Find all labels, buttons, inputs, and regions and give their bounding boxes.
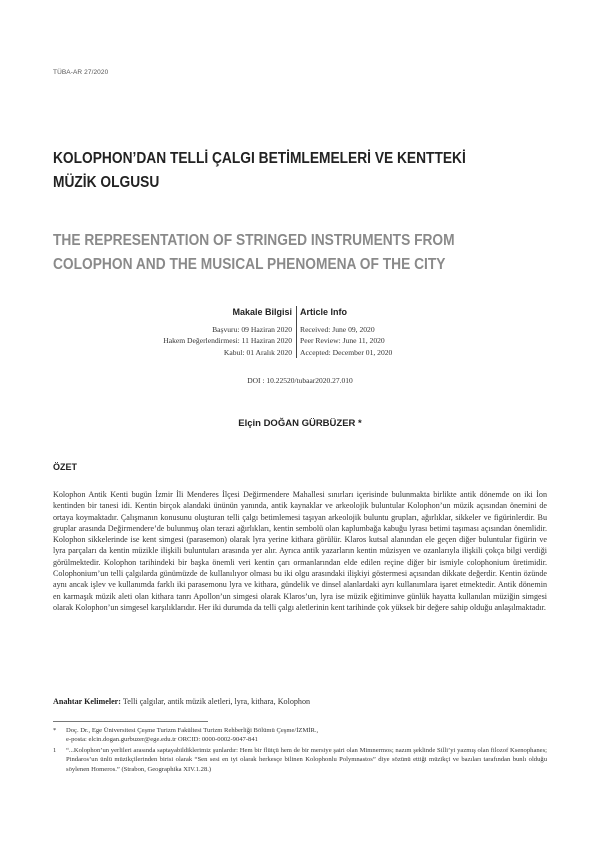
footnote-rule — [53, 721, 208, 722]
footnote-author — [53, 726, 547, 745]
article-info-block — [300, 306, 392, 358]
abstract — [53, 489, 547, 613]
article-info-accepted: Accepted: December 01, 2020 — [300, 347, 393, 357]
title-turkish — [53, 147, 535, 195]
footnote-author-contact: e-posta: elcin.dogan.gurbuzer@ege.edu.tr ORCID: 0000-0002-9047-841 — [66, 736, 258, 744]
makale-bilgisi-block — [163, 306, 292, 358]
keywords — [53, 697, 547, 706]
title-english-line-2: COLOPHON AND THE MUSICAL PHENOMENA OF THE CITY — [53, 256, 446, 273]
article-info-received: Received: June 09, 2020 — [300, 325, 375, 334]
title-english-line-1: THE REPRESENTATION OF STRINGED INSTRUMENTS FROM — [53, 232, 455, 249]
journal-tag: TÜBA-AR 27/2020 — [53, 69, 109, 76]
keywords-text: Telli çalgılar, antik müzik aletleri, lyra, kithara, Kolophon — [120, 697, 311, 706]
makale-bilgisi-review: Hakem Değerlendirmesi: 11 Haziran 2020 — [163, 336, 292, 346]
article-info-heading: Article Info — [300, 307, 348, 317]
keywords-label: Anahtar Kelimeler: — [53, 697, 121, 706]
title-turkish-line-1: KOLOPHON’DAN TELLİ ÇALGI BETİMLEMELERİ VE KENTTEKİ — [53, 150, 466, 167]
makale-bilgisi-heading: Makale Bilgisi — [232, 307, 292, 317]
info-divider — [296, 306, 297, 358]
footnote-author-affiliation: Doç. Dr., Ege Üniversitesi Çeşme Turizm Fakültesi Turizm Rehberliği Bölümü Çeşme/İZMİR., — [66, 727, 319, 734]
title-english — [53, 229, 535, 277]
abstract-text: Kolophon Antik Kenti bugün İzmir İli Menderes İlçesi Değirmendere Mahallesi sınırları içerisinde bulunmakta birlikte antik dönemde on iki İon kentinden bir tanesi idi. Kentin birçok alandaki ününün yanında, antik kaynaklar ve arkeolojik buluntular Kolophon’un müzik açısından önemini de ortaya koymaktadır. Çalışmanın konusunu oluşturan telli çalgı betimlemesi taşıyan arkeolojik buluntu grupları, ağırlıklar, sikkeler ve figürinlerdir. Bu gruplar arasında Değirmendere’de bulunmuş olan terazi ağırlıkları, kentin sembolü olan kaplumbağa kabuğu lyrası betimi taşıması açısından önemlidir. Kolophon sikkelerinde ise kent simgesi (parasemon) olarak lyra yerine kithara görülür. Klaros kutsal alanından ele geçen diğer buluntular figürin ve lyra parçaları da kentin müzikle ilişkili buluntuları arasında yer alır. Ayrıca antik yazarların kentin müzisyen ve ozanlarıyla ilişkili çokça bilgi verdiği görülmektedir. Kolophon tarihindeki bir başka önemli veri kentin çarı ormanlarından elde edilen reçine diğer bir ismiyle colophonium üretimidir. Colophonium’un telli çalgılarda günümüzde de kullanılıyor olması bu iki olgu arasındaki ilişkiyi göstermesi açısından dikkate değerdir. Kentin özünde aynı ancak işlev ve kullanımda farklı iki parasemonu lyra ve kithara, gündelik ve dinsel alanlardaki ayrı kullanımlara işaret etmektedir. Antik dönemin en karmaşık müzik aleti olan kithara tanrı Apollon’un simgesi olarak Klaros’un, lyra ise müzik eğitiminve günlük hayatta kullanılan müziğin simgesi olarak Kolophon’un simgesel karşılıklarıdır. Her iki durumda da telli çalgı aletlerinin kent tarihinde çok yüksek bir değere sahip olduğu anlaşılmaktadır. — [53, 490, 547, 612]
ozet-heading: ÖZET — [53, 462, 77, 472]
doi: DOI : 10.22520/tubaar2020.27.010 — [247, 376, 353, 385]
author-name: Elçin DOĞAN GÜRBÜZER * — [238, 418, 362, 429]
title-turkish-line-2: MÜZİK OLGUSU — [53, 174, 160, 191]
footnote-mark: 1 — [53, 746, 57, 754]
footnote-1 — [53, 746, 547, 774]
footnote-mark: * — [53, 727, 57, 734]
footnote-1-text: “...Kolophon’un yerlileri arasında saptayabildiklerimiz şunlardır: Hem bir flütçü hem de bir mersiye şairi olan Mimnermos; nazım şeklinde Silli’yi yazmış olan filozof Ksenophanes; Pindaros’un ünlü müzikçilerinden birisi olarak “Sen sesi en iyi olarak herkesçe bilinen Kolophonlu Polymnastos” diye sözünü ettiği müzikçi ve bazıları tarafından bunlı olduğu söylenen Homeros.” (Strabon, Geographika XIV.1.28.) — [66, 746, 547, 773]
makale-bilgisi-received: Başvuru: 09 Haziran 2020 — [212, 325, 292, 334]
footnotes — [53, 726, 547, 775]
makale-bilgisi-accepted: Kabul: 01 Aralık 2020 — [223, 347, 292, 357]
article-info-review: Peer Review: June 11, 2020 — [300, 336, 385, 346]
